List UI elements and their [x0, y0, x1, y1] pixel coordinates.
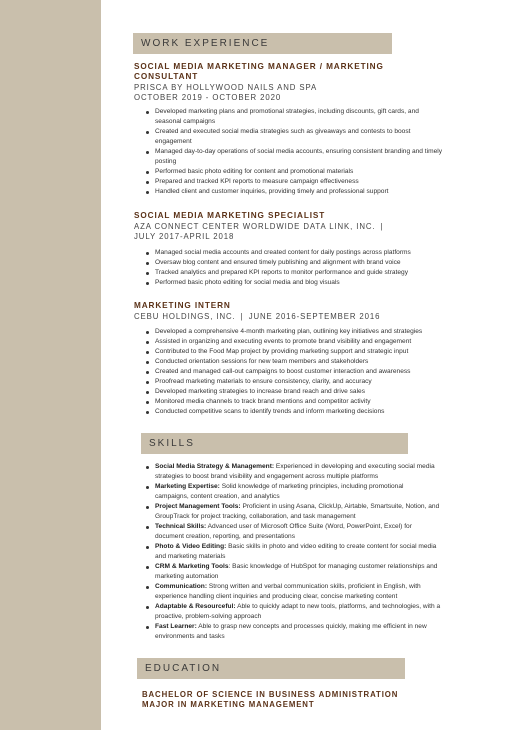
list-item: CRM & Marketing Tools: Basic knowledge of HubSpot for managing customer relationships and marketing automation: [134, 562, 474, 582]
section-header-skills: [141, 433, 408, 454]
list-item: Oversaw blog content and ensured timely publishing and alignment with brand voice: [134, 258, 484, 268]
job-bullets: [134, 248, 484, 288]
list-item: Monitored media channels to track brand mentions and competitor activity: [134, 397, 484, 407]
list-item: Adaptable & Resourceful: Able to quickly adapt to new tools, platforms, and technologies, with a proactive, problem-solving approach: [134, 602, 474, 622]
list-item: Managed day-to-day operations of social media accounts, ensuring consistent branding and timely posting: [134, 147, 484, 167]
degree-title: BACHELOR OF SCIENCE IN BUSINESS ADMINISTRATION: [142, 690, 399, 699]
list-item: Handled client and customer inquiries, providing timely and professional support: [134, 187, 484, 197]
list-item: Proofread marketing materials to ensure consistency, clarity, and accuracy: [134, 377, 484, 387]
list-item: Developed a comprehensive 4-month marketing plan, outlining key initiatives and strategies: [134, 327, 484, 337]
list-item: Prepared and tracked KPI reports to measure campaign effectiveness: [134, 177, 484, 187]
job-dates: JULY 2017-APRIL 2018: [134, 232, 235, 241]
list-item: Assisted in organizing and executing events to promote brand visibility and engagement: [134, 337, 484, 347]
list-item: Marketing Expertise: Solid knowledge of marketing principles, including promotional campaigns, content creation, and analytics: [134, 482, 474, 502]
list-item: Project Management Tools: Proficient in using Asana, ClickUp, Airtable, Smartsuite, Notion, and GroupTrack for project tracking, collaboration, and task management: [134, 502, 474, 522]
job-title: SOCIAL MEDIA MARKETING MANAGER / MARKETING CONSULTANT: [134, 62, 384, 81]
list-item: Conducted orientation sessions for new team members and stakeholders: [134, 357, 484, 367]
list-item: Technical Skills: Advanced user of Microsoft Office Suite (Word, PowerPoint, Excel) for document creation, reporting, and presentations: [134, 522, 474, 542]
section-title: SKILLS: [149, 438, 195, 449]
list-item: Contributed to the Food Map project by providing marketing support and strategic input: [134, 347, 484, 357]
list-item: Social Media Strategy & Management: Experienced in developing and executing social media strategies to boost brand visibility and engagement across multiple platforms: [134, 462, 474, 482]
job-entry: [134, 62, 484, 197]
job-title: SOCIAL MEDIA MARKETING SPECIALIST: [134, 211, 326, 220]
job-company-dates: CEBU HOLDINGS, INC. | JUNE 2016-SEPTEMBER 2016: [134, 312, 381, 321]
education-entry: [142, 690, 482, 710]
list-item: Managed social media accounts and created content for daily postings across platforms: [134, 248, 484, 258]
job-title: MARKETING INTERN: [134, 301, 231, 310]
section-title: EDUCATION: [145, 663, 222, 674]
list-item: Created and managed call-out campaigns to boost customer interaction and awareness: [134, 367, 484, 377]
left-sidebar: [0, 0, 101, 730]
skills-list: [134, 462, 474, 642]
job-entry: [134, 301, 484, 417]
list-item: Developed marketing plans and promotional strategies, including discounts, gift cards, and seasonal campaigns: [134, 107, 484, 127]
list-item: Tracked analytics and prepared KPI reports to monitor performance and guide strategy: [134, 268, 484, 278]
list-item: Photo & Video Editing: Basic skills in photo and video editing to create content for social media and marketing materials: [134, 542, 474, 562]
job-entry: [134, 211, 484, 288]
job-dates: OCTOBER 2019 - OCTOBER 2020: [134, 93, 282, 102]
section-header-education: [137, 658, 405, 679]
job-bullets: [134, 107, 484, 197]
list-item: Performed basic photo editing for content and promotional materials: [134, 167, 484, 177]
list-item: Created and executed social media strategies such as giveaways and contests to boost engagement: [134, 127, 484, 147]
list-item: Communication: Strong written and verbal communication skills, proficient in English, with experience handling client inquiries and producing clear, concise marketing content: [134, 582, 474, 602]
degree-major: MAJOR IN MARKETING MANAGEMENT: [142, 700, 315, 709]
list-item: Developed marketing strategies to increase brand reach and drive sales: [134, 387, 484, 397]
list-item: Conducted competitive scans to identify trends and inform marketing decisions: [134, 407, 484, 417]
list-item: Fast Learner: Able to grasp new concepts and processes quickly, making me efficient in new environments and tasks: [134, 622, 474, 642]
job-bullets: [134, 327, 484, 417]
list-item: Performed basic photo editing for social media and blog visuals: [134, 278, 484, 288]
job-company: PRISCA BY HOLLYWOOD NAILS AND SPA: [134, 83, 318, 92]
section-title: WORK EXPERIENCE: [141, 38, 270, 49]
section-header-work-experience: [133, 33, 392, 54]
job-company: AZA CONNECT CENTER WORLDWIDE DATA LINK, INC. |: [134, 222, 384, 231]
